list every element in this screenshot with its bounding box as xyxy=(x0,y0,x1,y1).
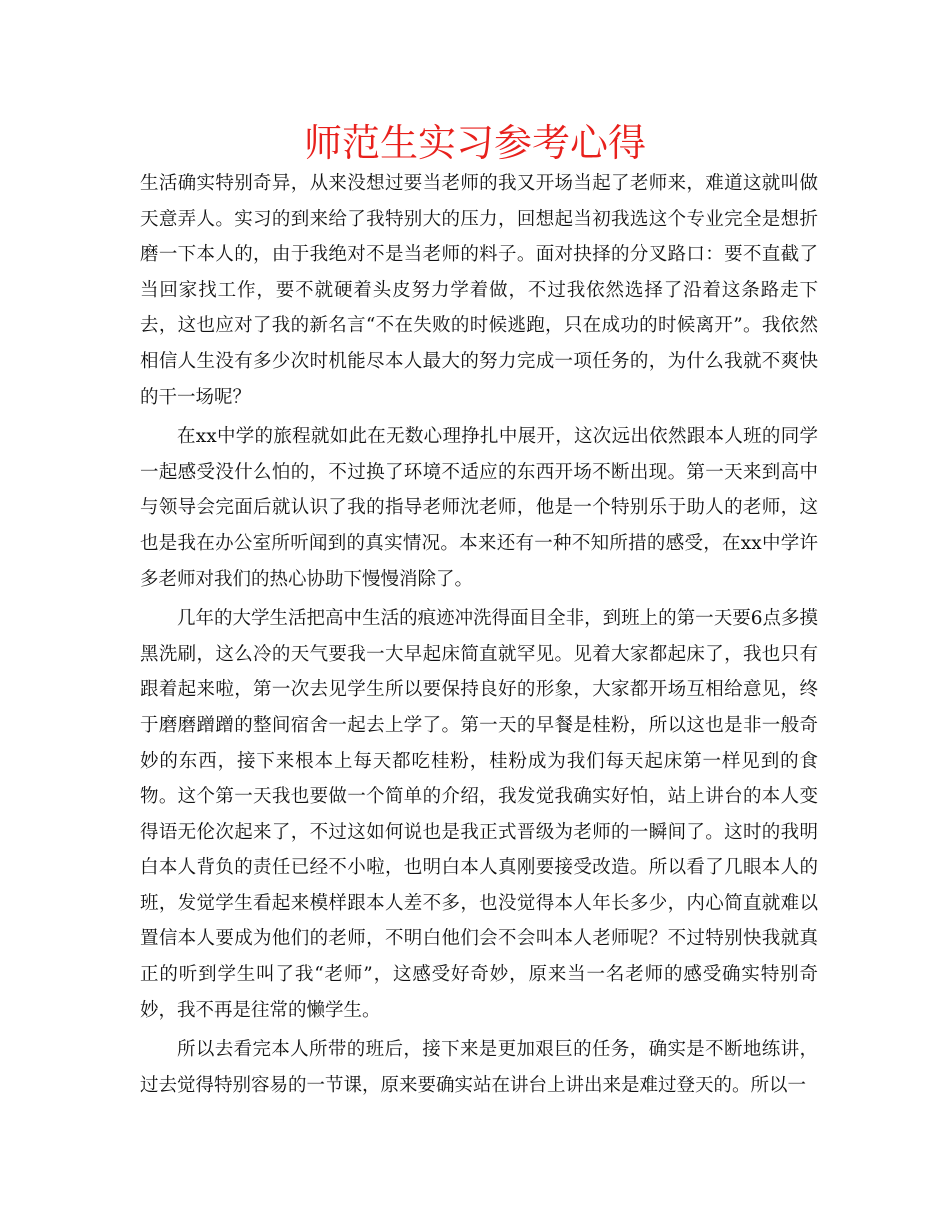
paragraph-2: 在xx中学的旅程就如此在无数心理挣扎中展开，这次远出依然跟本人班的同学一起感受没什么怕的，不过换了环境不适应的东西开场不断出现。第一天来到高中与领导会完面后就认识了我的指导老师沈老师，他是一个特别乐于助人的老师，这也是我在办公室所听闻到的真实情况。本来还有一种不知所措的感受，在xx中学许多老师对我们的热心协助下慢慢消除了。 xyxy=(140,426,818,590)
document-body xyxy=(140,166,818,1107)
paragraph-1: 生活确实特别奇异，从来没想过要当老师的我又开场当起了老师来，难道这就叫做天意弄人。实习的到来给了我特别大的压力，回想起当初我选这个专业完全是想折磨一下本人的，由于我绝对不是当老师的料子。面对抉择的分叉路口：要不直截了当回家找工作，要不就硬着头皮努力学着做，不过我依然选择了沿着这条路走下去，这也应对了我的新名言“不在失败的时候逃跑，只在成功的时候离开”。我依然相信人生没有多少次时机能尽本人最大的努力完成一项任务的，为什么我就不爽快的干一场呢？ xyxy=(140,173,818,408)
document-title: 师范生实习参考心得 xyxy=(303,121,646,165)
paragraph-4: 所以去看完本人所带的班后，接下来是更加艰巨的任务，确实是不断地练讲，过去觉得特别容易的一节课，原来要确实站在讲台上讲出来是难过登天的。所以一 xyxy=(140,1039,818,1096)
paragraph-3: 几年的大学生活把高中生活的痕迹冲洗得面目全非，到班上的第一天要6点多摸黑洗刷，这么冷的天气要我一大早起床简直就罕见。见着大家都起床了，我也只有跟着起来啦，第一次去见学生所以要保持良好的形象，大家都开场互相给意见，终于磨磨蹭蹭的整间宿舍一起去上学了。第一天的早餐是桂粉，所以这也是非一般奇妙的东西，接下来根本上每天都吃桂粉，桂粉成为我们每天起床第一样见到的食物。这个第一天我也要做一个简单的介绍，我发觉我确实好怕，站上讲台的本人变得语无伦次起来了，不过这如何说也是我正式晋级为老师的一瞬间了。这时的我明白本人背负的责任已经不小啦，也明白本人真刚要接受改造。所以看了几眼本人的班，发觉学生看起来模样跟本人差不多，也没觉得本人年长多少，内心简直就难以置信本人要成为他们的老师，不明白他们会不会叫本人老师呢？不过特别快我就真正的听到学生叫了我“老师”，这感受好奇妙，原来当一名老师的感受确实特别奇妙，我不再是往常的懒学生。 xyxy=(140,608,818,1021)
